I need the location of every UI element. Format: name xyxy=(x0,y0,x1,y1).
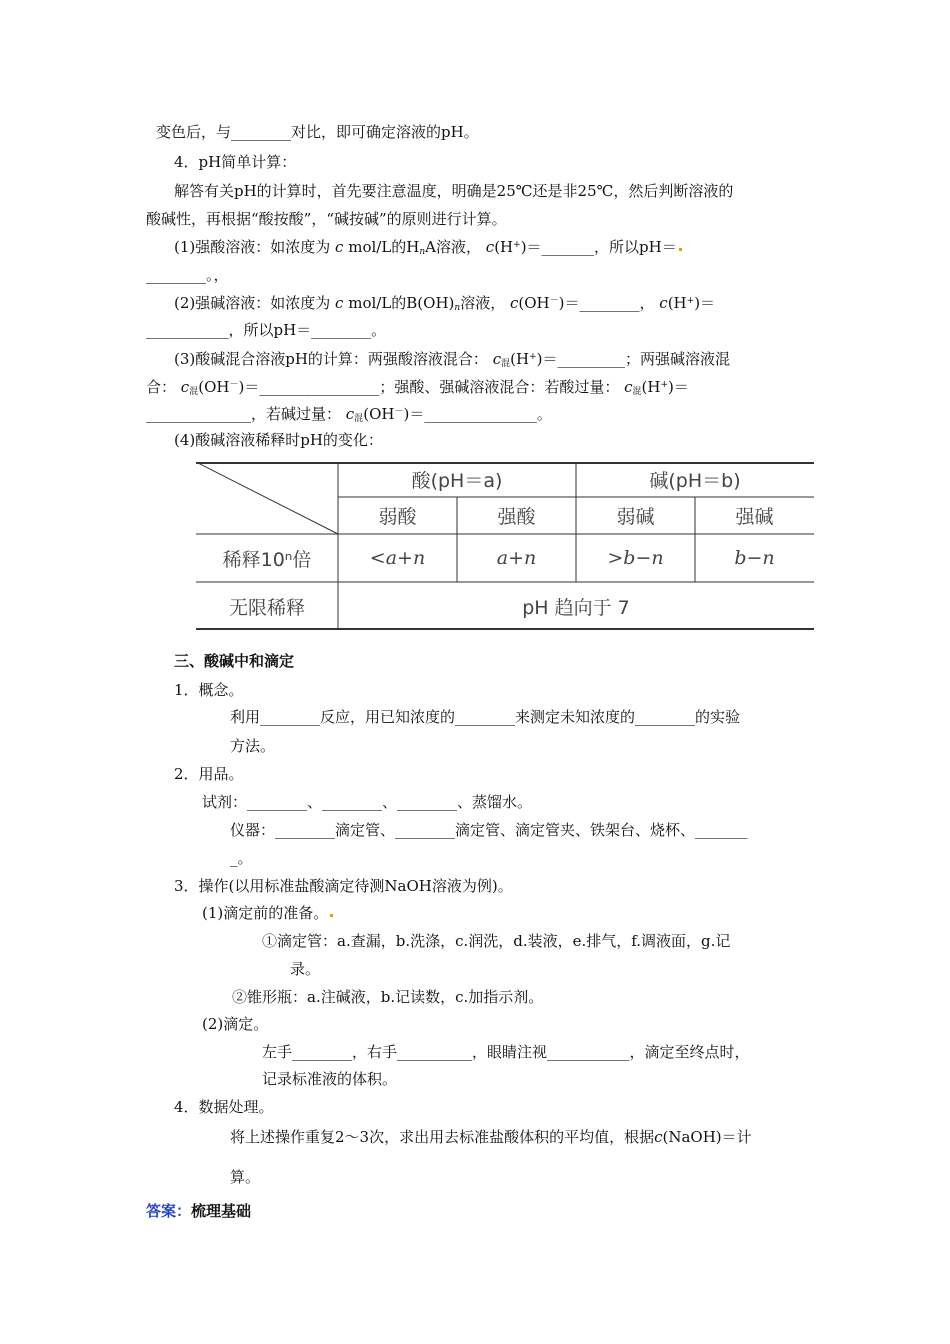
text: )＝_______，所以pH＝ xyxy=(520,238,677,256)
text-line: ②锥形瓶：a.注碱液，b.记读数，c.加指示剂。 xyxy=(232,988,544,1006)
text: ______________，若碱过量： xyxy=(146,405,342,423)
text-line: 试剂：________、________、________、蒸馏水。 xyxy=(202,793,533,811)
symbol-c: c xyxy=(345,405,355,423)
text: 溶液， xyxy=(460,294,506,312)
symbol-c: c xyxy=(485,238,495,256)
text: mol/L的H xyxy=(348,238,420,256)
text: (H xyxy=(667,294,687,312)
section-item-4 xyxy=(174,152,296,172)
text-line: ①滴定管：a.查漏，b.洗涤，c.润洗，d.装液，e.排气，f.调液面，g.记 xyxy=(262,932,731,950)
symbol-c: c xyxy=(180,378,190,396)
text: (H xyxy=(641,378,661,396)
text: )＝________， xyxy=(558,294,655,312)
subscript-mix: 混 xyxy=(189,387,199,397)
weak-base-header: 弱碱 xyxy=(616,506,655,528)
text-line: 方法。 xyxy=(230,737,276,755)
text-line xyxy=(174,430,383,450)
subscript-n: n xyxy=(419,247,426,257)
symbol-c: c xyxy=(654,1128,663,1146)
text: (H xyxy=(494,238,514,256)
symbol-c: c xyxy=(335,294,344,312)
text: (OH xyxy=(363,405,395,423)
superscript-minus: － xyxy=(549,296,559,306)
text: ________。， xyxy=(146,266,229,284)
text: mol/L的B(OH) xyxy=(348,294,455,312)
text: (1)强酸溶液：如浓度为 xyxy=(174,238,331,256)
text: )＝_______________。 xyxy=(403,405,552,423)
text-line xyxy=(174,181,733,201)
acid-header: 酸(pH＝a) xyxy=(411,470,503,492)
superscript-minus: － xyxy=(229,380,239,390)
text-line: 4．数据处理。 xyxy=(174,1098,274,1116)
strong-base-line xyxy=(174,291,715,318)
text: 将上述操作重复2～3次，求出用去标准盐酸体积的平均值，根据 xyxy=(230,1128,655,1146)
strong-base-value: b−n xyxy=(734,547,775,569)
text-line xyxy=(202,903,333,923)
mark-dot xyxy=(330,914,333,917)
symbol-c: c xyxy=(335,238,344,256)
superscript-plus: + xyxy=(686,296,695,306)
text-line: 利用________反应，用已知浓度的________来测定未知浓度的________的实验 xyxy=(230,708,741,726)
subscript-n: n xyxy=(454,303,461,313)
superscript-plus: + xyxy=(660,380,669,390)
text-line xyxy=(156,122,479,142)
text: (H xyxy=(510,350,530,368)
text-line: 3．操作(以用标准盐酸滴定待测NaOH溶液为例)。 xyxy=(174,877,513,895)
weak-acid-value: <a+n xyxy=(369,547,426,569)
weak-acid-header: 弱酸 xyxy=(378,506,417,528)
text-line xyxy=(146,265,229,285)
text: )＝ xyxy=(668,378,689,396)
text: )＝ xyxy=(694,294,716,312)
text: )＝_________；两强碱溶液混 xyxy=(536,350,730,368)
text-line: 录。 xyxy=(290,960,321,978)
text: ___________，所以pH＝________。 xyxy=(146,321,387,339)
text-line: 算。 xyxy=(230,1168,261,1186)
weak-base-value: >b−n xyxy=(607,547,664,569)
text-line: 左手________，右手__________，眼睛注视___________，滴定至终点时， xyxy=(262,1043,750,1061)
text-line: 仪器：________滴定管、________滴定管、滴定管夹、铁架台、烧杯、_______ xyxy=(230,821,748,839)
text: 4．pH简单计算： xyxy=(174,153,297,171)
text-line: 2．用品。 xyxy=(174,765,244,783)
text: (OH xyxy=(518,294,550,312)
text: )＝________________；强酸、强碱溶液混合：若酸过量： xyxy=(238,378,620,396)
text: 变色后，与________对比，即可确定溶液的pH。 xyxy=(156,123,479,141)
mark-dot xyxy=(679,248,682,251)
answer-text: 梳理基础 xyxy=(191,1202,252,1220)
text: (2)强碱溶液：如浓度为 xyxy=(174,294,331,312)
subscript-mix: 混 xyxy=(354,414,364,424)
text: (NaOH)＝计 xyxy=(662,1128,752,1146)
superscript-plus: + xyxy=(529,352,537,362)
text-line xyxy=(146,209,507,229)
text: 合： xyxy=(146,378,177,396)
dilute-row-label: 稀释10ⁿ倍 xyxy=(222,548,312,571)
text-line xyxy=(230,1127,752,1147)
strong-base-header: 强碱 xyxy=(735,506,774,528)
base-header: 碱(pH＝b) xyxy=(649,470,741,492)
symbol-c: c xyxy=(624,378,633,396)
text-line xyxy=(146,320,386,340)
dilution-table xyxy=(196,462,814,630)
text: (1)滴定前的准备。 xyxy=(202,904,329,922)
strong-acid-line xyxy=(174,235,682,262)
text: (4)酸碱溶液稀释时pH的变化： xyxy=(174,431,383,449)
superscript-plus: + xyxy=(513,240,521,250)
mixing-line-3 xyxy=(146,402,552,429)
infinite-row-label: 无限稀释 xyxy=(228,596,305,619)
answer-label: 答案： xyxy=(146,1202,192,1220)
text-line: 1．概念。 xyxy=(174,681,244,699)
superscript-minus: － xyxy=(394,407,404,417)
symbol-c: c xyxy=(492,350,502,368)
strong-acid-header: 强酸 xyxy=(497,506,536,528)
mixing-line-2 xyxy=(146,375,689,402)
subscript-mix: 混 xyxy=(632,387,642,397)
strong-acid-value: a+n xyxy=(496,547,537,569)
answer-line xyxy=(146,1201,251,1221)
text-line: 记录标准液的体积。 xyxy=(262,1070,398,1088)
symbol-c: c xyxy=(659,294,668,312)
text: A溶液， xyxy=(425,238,482,256)
subscript-mix: 混 xyxy=(501,359,511,369)
text: (OH xyxy=(198,378,230,396)
mixing-line xyxy=(174,347,730,374)
text-line: _。 xyxy=(230,849,253,867)
infinite-row-value: pH 趋向于 7 xyxy=(522,596,630,619)
symbol-c: c xyxy=(510,294,519,312)
text: 酸碱性，再根据“酸按酸”，“碱按碱”的原则进行计算。 xyxy=(146,210,507,228)
text: (3)酸碱混合溶液pH的计算：两强酸溶液混合： xyxy=(174,350,488,368)
text-line: (2)滴定。 xyxy=(202,1015,269,1033)
section-heading: 三、酸碱中和滴定 xyxy=(174,652,295,670)
text: 解答有关pH的计算时，首先要注意温度，明确是25℃还是非25℃，然后判断溶液的 xyxy=(174,182,734,200)
